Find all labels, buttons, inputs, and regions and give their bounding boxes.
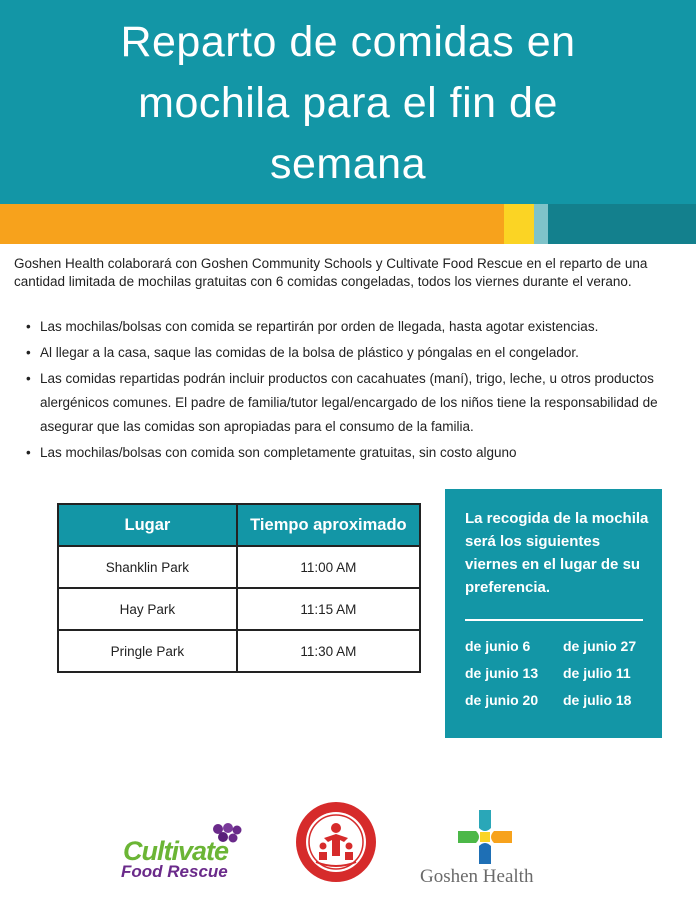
bullet-text: Las mochilas/bolsas con comida se repartirán por orden de llegada, hasta agotar existencias. bbox=[40, 319, 599, 334]
pickup-date: de junio 20 bbox=[465, 692, 539, 708]
bullet-item bbox=[26, 367, 676, 439]
bullet-text: Las mochilas/bolsas con comida son completamente gratuitas, sin costo alguno bbox=[40, 445, 517, 460]
table-cell-location: Hay Park bbox=[58, 588, 237, 630]
header-banner bbox=[0, 0, 696, 204]
table-cell-time: 11:00 AM bbox=[237, 546, 420, 588]
food-rescue-logo-text: Food Rescue bbox=[121, 862, 228, 881]
stripe-yellow bbox=[504, 204, 534, 244]
bullet-text: Al llegar a la casa, saque las comidas de la bolsa de plástico y póngalas en el congelador. bbox=[40, 345, 579, 360]
table-cell-time: 11:30 AM bbox=[237, 630, 420, 672]
table-row bbox=[58, 546, 420, 588]
table-row bbox=[58, 630, 420, 672]
column-header-time: Tiempo aproximado bbox=[237, 504, 420, 546]
bullet-text: Las comidas repartidas podrán incluir productos con cacahuates (maní), trigo, leche, u otros productos alergénicos comunes. El padre de familia/tutor legal/encargado de los niños tiene la responsabilidad de asegurar que las comidas son apropiadas para el consumo de la familia. bbox=[40, 371, 658, 434]
pickup-date: de junio 27 bbox=[563, 638, 637, 654]
bullet-icon: • bbox=[26, 371, 31, 386]
bullet-icon: • bbox=[26, 445, 31, 460]
intro-paragraph: Goshen Health colaborará con Goshen Community Schools y Cultivate Food Rescue en el reparto de una cantidad limitada de mochilas gratuitas con 6 comidas congeladas, todos los viernes durante el verano. bbox=[14, 256, 648, 289]
table-cell-time: 11:15 AM bbox=[237, 588, 420, 630]
title-line-1: Reparto de comidas en bbox=[120, 18, 576, 66]
pickup-date: de julio 11 bbox=[563, 665, 631, 681]
goshen-health-logo-text: Goshen Health bbox=[420, 866, 534, 887]
column-header-location: Lugar bbox=[58, 504, 237, 546]
pickup-date: de julio 18 bbox=[563, 692, 632, 708]
cultivate-logo-text: Cultivate bbox=[123, 836, 229, 866]
title-line-2: mochila para el fin de bbox=[138, 79, 558, 127]
title-line-3: semana bbox=[270, 140, 426, 188]
goshen-schools-seal-icon bbox=[294, 800, 378, 884]
bullet-item bbox=[26, 315, 676, 339]
pickup-date: de junio 13 bbox=[465, 665, 539, 681]
goshen-health-icon bbox=[456, 808, 514, 866]
table-cell-location: Pringle Park bbox=[58, 630, 237, 672]
bullet-list bbox=[26, 315, 676, 467]
table-row bbox=[58, 588, 420, 630]
page-title bbox=[0, 12, 696, 195]
table-header-row bbox=[58, 504, 420, 546]
stripe-orange bbox=[0, 204, 504, 244]
pickup-date: de junio 6 bbox=[465, 638, 531, 654]
info-divider bbox=[465, 619, 643, 621]
pickup-info-text: La recogida de la mochila será los siguientes viernes en el lugar de su preferencia. bbox=[465, 510, 649, 596]
stripe-teal bbox=[548, 204, 696, 244]
table-cell-location: Shanklin Park bbox=[58, 546, 237, 588]
schedule-table bbox=[57, 503, 421, 673]
bullet-icon: • bbox=[26, 319, 31, 334]
stripe-light-teal bbox=[534, 204, 548, 244]
bullet-item bbox=[26, 441, 676, 465]
bullet-icon: • bbox=[26, 345, 31, 360]
bullet-item bbox=[26, 341, 676, 365]
